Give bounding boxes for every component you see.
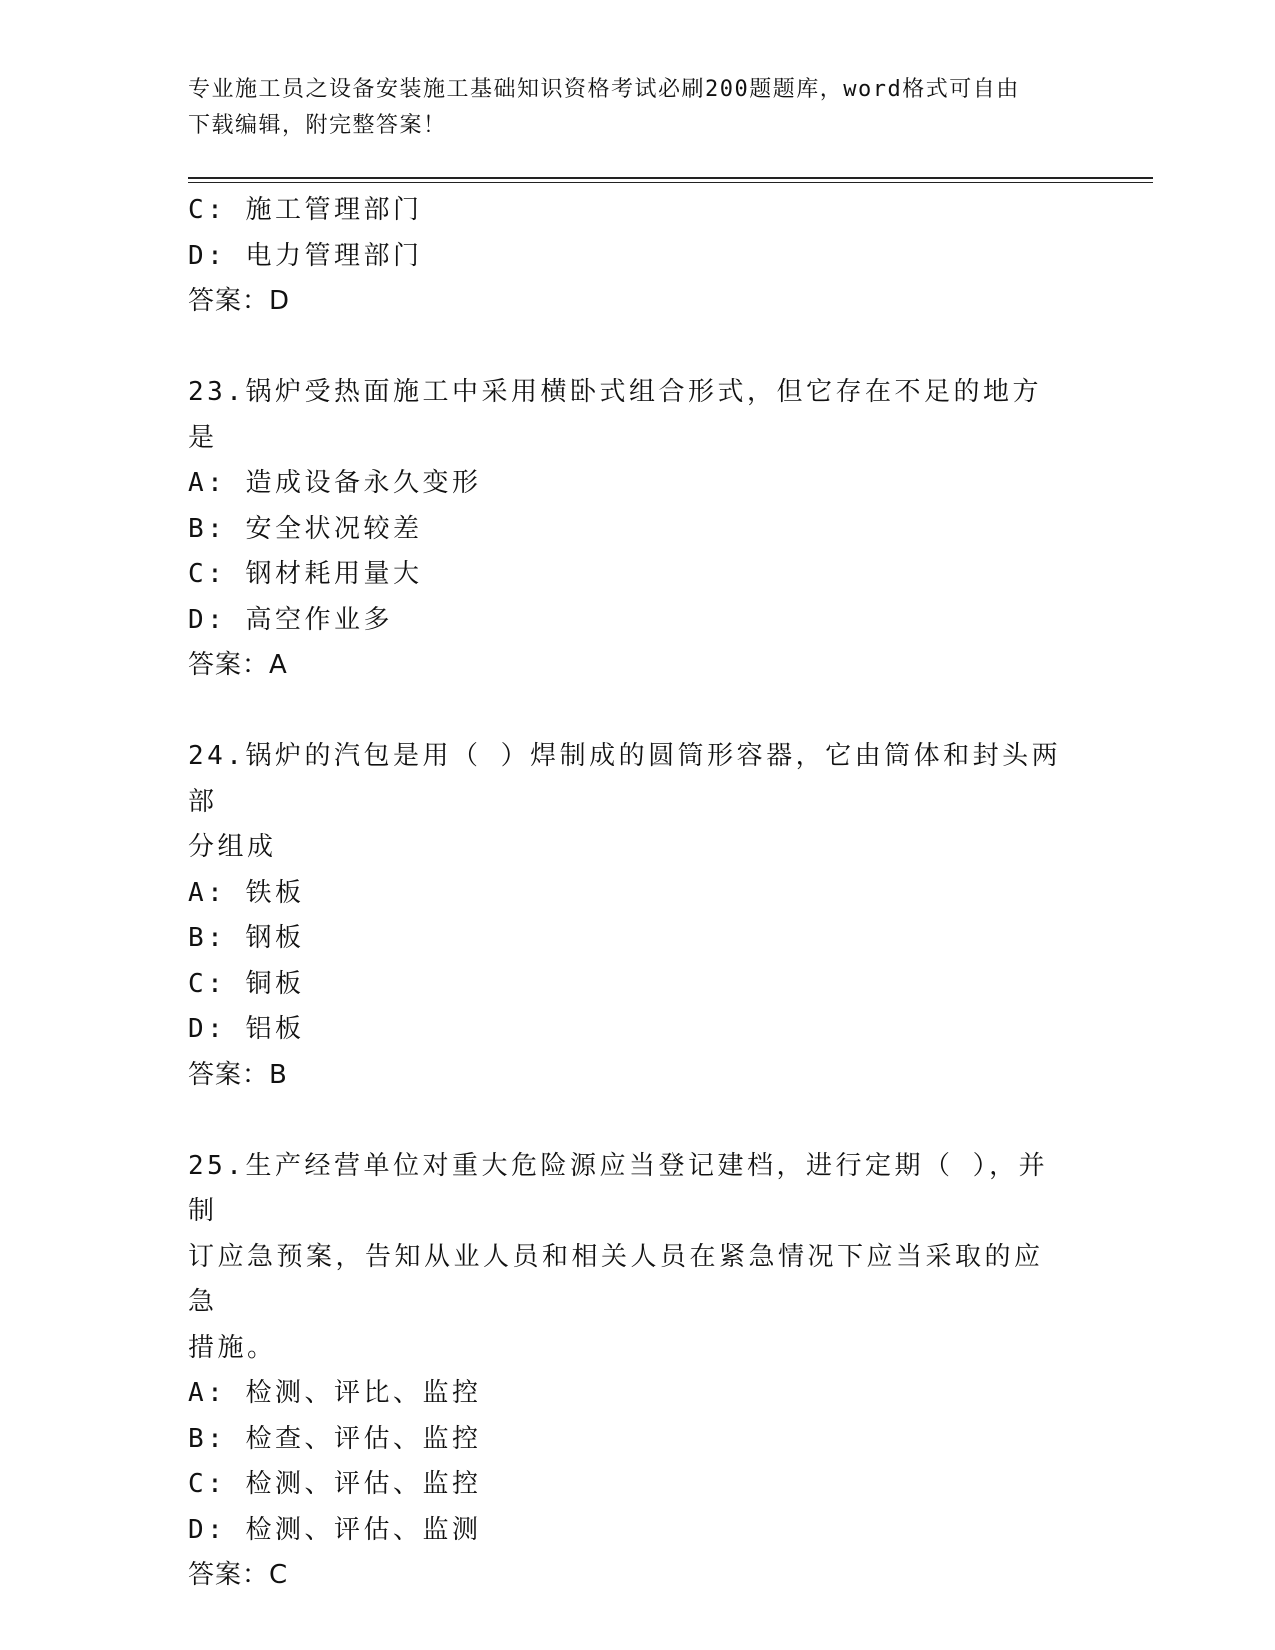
question-text-line-2: 分组成 xyxy=(188,832,277,862)
option-a: A: 检测、评比、监控 xyxy=(188,1378,482,1408)
header-rule-thick xyxy=(188,177,1153,179)
question-text-line-2: 订应急预案，告知从业人员和相关人员在紧急情况下应当采取的应急 xyxy=(188,1241,1044,1317)
header-rule-thin xyxy=(188,182,1153,183)
option-a: A: 铁板 xyxy=(188,877,305,908)
spacer xyxy=(188,1098,1068,1144)
option-c: C: 施工管理部门 xyxy=(188,195,423,225)
option-b: B: 检查、评估、监控 xyxy=(188,1423,482,1454)
option-d: D: 铝板 xyxy=(188,1014,305,1044)
option-c: C: 铜板 xyxy=(188,968,305,999)
option-d: D: 检测、评估、监测 xyxy=(188,1514,482,1545)
option-b: B: 安全状况较差 xyxy=(188,513,423,544)
answer-line: 答案：D xyxy=(188,286,291,316)
header-line-1: 专业施工员之设备安装施工基础知识资格考试必刷200题题库，word格式可自由 xyxy=(188,77,1020,102)
question-22-tail xyxy=(188,188,1068,325)
question-text-line-1: 24.锅炉的汽包是用（ ）焊制成的圆筒形容器，它由筒体和封头两部 xyxy=(188,741,1062,817)
spacer xyxy=(188,325,1068,371)
option-d: D: 高空作业多 xyxy=(188,604,393,635)
question-content xyxy=(188,188,1068,1599)
header-line-2: 下载编辑，附完整答案！ xyxy=(188,113,447,138)
option-c: C: 检测、评估、监控 xyxy=(188,1469,482,1499)
answer-line: 答案：B xyxy=(188,1059,288,1090)
question-text-line-1: 25.生产经营单位对重大危险源应当登记建档，进行定期（ ），并制 xyxy=(188,1150,1049,1226)
option-d: D: 电力管理部门 xyxy=(188,240,423,271)
answer-line: 答案：C xyxy=(188,1560,289,1590)
document-header xyxy=(188,72,1068,144)
question-text: 23.锅炉受热面施工中采用横卧式组合形式，但它存在不足的地方是 xyxy=(188,377,1042,453)
option-b: B: 钢板 xyxy=(188,923,305,953)
question-23 xyxy=(188,370,1068,689)
question-24 xyxy=(188,734,1068,1098)
spacer xyxy=(188,689,1068,735)
option-c: C: 钢材耗用量大 xyxy=(188,559,423,589)
question-text-line-3: 措施。 xyxy=(188,1332,277,1363)
option-a: A: 造成设备永久变形 xyxy=(188,468,482,498)
answer-line: 答案：A xyxy=(188,650,288,680)
question-25 xyxy=(188,1144,1068,1599)
